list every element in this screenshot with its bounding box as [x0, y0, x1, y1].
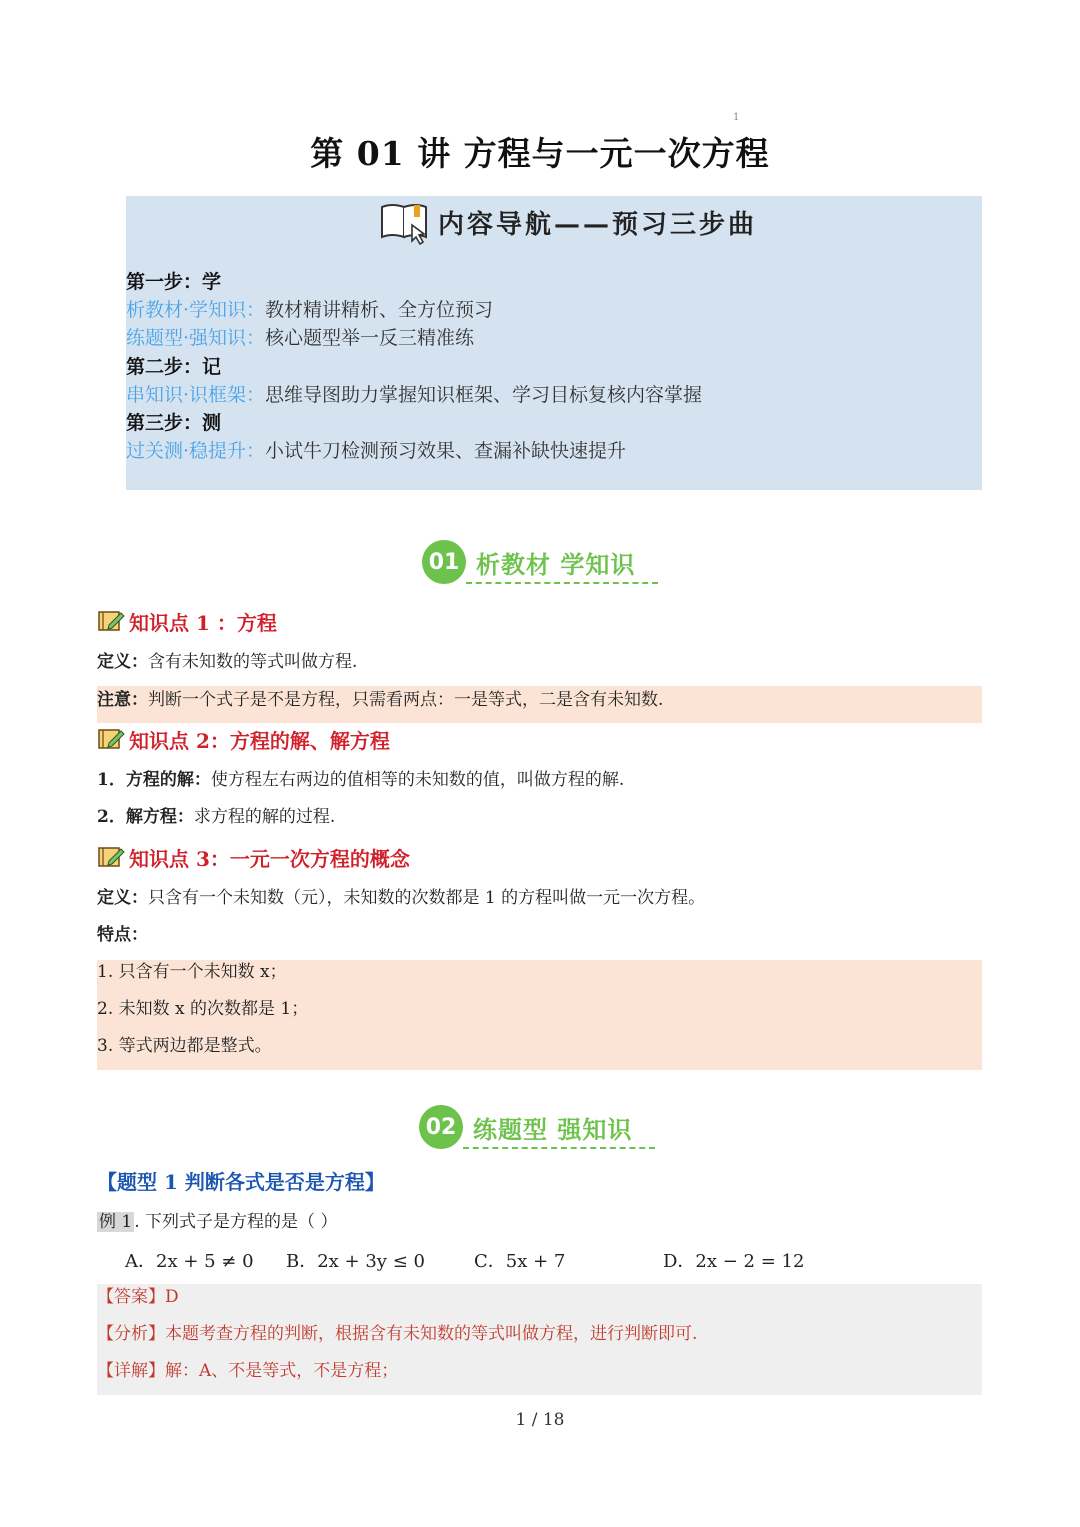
answer-line	[97, 1285, 179, 1309]
kp2-item-2-label: 2．解方程：	[97, 807, 194, 827]
nav-line-2-text: 核心题型举一反三精准练	[265, 327, 475, 349]
nav-line-1-label: 析教材·学知识：	[126, 299, 266, 321]
kp1-note-text: 判断一个式子是不是方程，只需看两点：一是等式，二是含有未知数.	[148, 690, 664, 710]
page-title: 第 01 讲 方程与一元一次方程	[310, 134, 770, 173]
kp3-definition	[97, 886, 705, 910]
section-1-title: 析教材 学知识	[476, 550, 636, 579]
kp3-feature-label: 特点：	[97, 925, 148, 945]
kp1-def-text: 含有未知数的等式叫做方程.	[148, 652, 358, 672]
kp1-header	[97, 606, 277, 636]
detail-line	[97, 1359, 398, 1383]
page-number: 1 / 18	[515, 1410, 565, 1430]
nav-line-2-label: 练题型·强知识：	[126, 327, 266, 349]
nav-line-3-text: 思维导图助力掌握知识框架、学习目标复核内容掌握	[265, 384, 703, 406]
example-1-label: 例 1	[99, 1212, 133, 1232]
kp1-definition	[97, 650, 357, 674]
section-2-underline	[463, 1147, 655, 1149]
corner-mark: 1	[733, 112, 740, 123]
kp1-title: 知识点 1 ：方程	[129, 610, 277, 635]
detail-text: 解：A、不是等式，不是方程；	[165, 1361, 399, 1381]
nav-line-4-label: 过关测·稳提升：	[126, 440, 266, 462]
option-b: B．2x + 3y ≤ 0	[286, 1251, 425, 1272]
analysis-line	[97, 1322, 697, 1346]
section-1-underline	[466, 582, 658, 584]
kp3-feature-2: 2. 未知数 x 的次数都是 1；	[97, 999, 309, 1019]
kp2-item-1-text: 使方程左右两边的值相等的未知数的值，叫做方程的解.	[210, 770, 625, 790]
answer-tag: 【答案】	[97, 1287, 165, 1307]
nav-line-3	[126, 381, 702, 409]
analysis-tag: 【分析】	[97, 1324, 165, 1344]
step-1: 第一步：学	[126, 271, 222, 293]
step-3: 第三步：测	[126, 412, 222, 434]
kp2-item-2	[97, 805, 335, 829]
example-1-question	[97, 1210, 337, 1234]
kp2-item-2-text: 求方程的解的过程.	[193, 807, 336, 827]
type-1-title: 【题型 1 判断各式是否是方程】	[97, 1170, 385, 1194]
notebook-pencil-icon	[97, 845, 125, 869]
kp2-item-1-label: 1．方程的解：	[97, 770, 211, 790]
kp3-feature-1: 1. 只含有一个未知数 x；	[97, 962, 287, 982]
book-pointer-icon	[378, 199, 434, 245]
example-1-text: . 下列式子是方程的是（ ）	[134, 1212, 338, 1232]
kp1-def-label: 定义：	[97, 652, 148, 672]
kp3-def-label: 定义：	[97, 888, 148, 908]
nav-line-1	[126, 296, 493, 324]
section-2-number: 02	[419, 1105, 463, 1149]
option-c: C．5x + 7	[474, 1251, 566, 1272]
option-a: A．2x + 5 ≠ 0	[125, 1251, 254, 1272]
nav-heading-text: 内容导航——预习三步曲	[438, 209, 758, 240]
section-2-title: 练题型 强知识	[473, 1115, 633, 1144]
analysis-text: 本题考查方程的判断，根据含有未知数的等式叫做方程，进行判断即可.	[165, 1324, 698, 1344]
nav-line-2	[126, 324, 474, 352]
nav-line-3-label: 串知识·识框架：	[126, 384, 266, 406]
step-2: 第二步：记	[126, 356, 222, 378]
nav-line-1-text: 教材精讲精析、全方位预习	[265, 299, 494, 321]
kp2-item-1	[97, 768, 624, 792]
notebook-pencil-icon	[97, 727, 125, 751]
kp3-def-text: 只含有一个未知数（元），未知数的次数都是 1 的方程叫做一元一次方程。	[148, 888, 706, 908]
answer-value: D	[165, 1287, 179, 1307]
kp2-header	[97, 724, 390, 754]
notebook-pencil-icon	[97, 609, 125, 633]
section-1-number: 01	[422, 540, 466, 584]
nav-line-4-text: 小试牛刀检测预习效果、查漏补缺快速提升	[265, 440, 627, 462]
kp3-feature-3: 3. 等式两边都是整式。	[97, 1036, 272, 1056]
kp3-title: 知识点 3：一元一次方程的概念	[129, 846, 410, 871]
kp1-note-label: 注意：	[97, 690, 148, 710]
nav-heading	[378, 198, 757, 246]
kp1-note	[97, 688, 663, 712]
kp3-header	[97, 842, 410, 872]
detail-tag: 【详解】	[97, 1361, 165, 1381]
option-d: D．2x − 2 = 12	[663, 1251, 805, 1272]
nav-line-4	[126, 437, 626, 465]
kp2-title: 知识点 2：方程的解、解方程	[129, 728, 390, 753]
